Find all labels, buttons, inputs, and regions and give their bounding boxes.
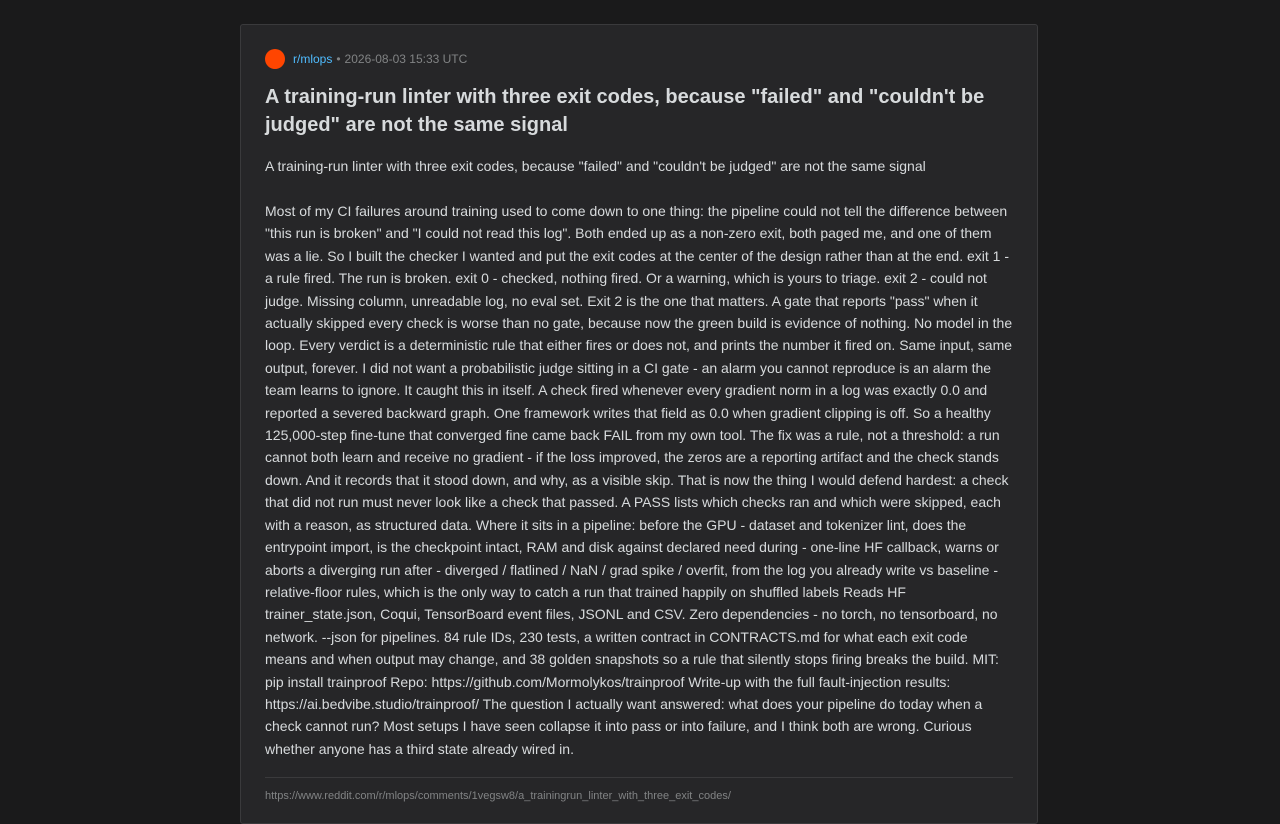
subreddit-avatar-icon[interactable] [265,49,285,69]
subreddit-link[interactable]: r/mlops [293,52,333,66]
post-subtitle: A training-run linter with three exit codes, because "failed" and "couldn't be judged" are not the same signal [265,158,926,174]
post-timestamp: 2026-08-03 15:33 UTC [344,52,468,66]
post-card [240,24,1038,824]
meta-separator: • [336,52,341,66]
post-title[interactable]: A training-run linter with three exit codes, because "failed" and "couldn't be judged" are not the same signal [265,86,985,136]
post-url-link[interactable]: https://www.reddit.com/r/mlops/comments/1vegsw8/a_trainingrun_linter_with_three_exit_codes/ [265,790,731,803]
divider [265,777,1013,778]
post-body: Most of my CI failures around training used to come down to one thing: the pipeline could not tell the difference between "this run is broken" and "I could not read this log". Both ended up as a non-zero exit, both paged me, and one of them was a lie. So I built the checker I wanted and put the exit codes at the center of the design rather than at the end. exit 1 - a rule fired. The run is broken. exit 0 - checked, nothing fired. Or a warning, which is yours to triage. exit 2 - could not judge. Missing column, unreadable log, no eval set. Exit 2 is the one that matters. A gate that reports "pass" when it actually skipped every check is worse than no gate, because now the green build is evidence of nothing. No model in the loop. Every verdict is a deterministic rule that either fires or does not, and prints the number it fired on. Same input, same output, forever. I did not want a probabilistic judge sitting in a CI gate - an alarm you cannot reproduce is an alarm the team learns to ignore. It caught this in itself. A check fired whenever every gradient norm in a log was exactly 0.0 and reported a severed backward graph. One framework writes that field as 0.0 when gradient clipping is off. So a healthy 125,000-step fine-tune that converged fine came back FAIL from my own tool. The fix was a rule, not a threshold: a run cannot both learn and receive no gradient - if the loss improved, the zeros are a reporting artifact and the check stands down. And it records that it stood down, and why, as a visible skip. That is now the thing I would defend hardest: a check that did not run must never look like a check that passed. A PASS lists which checks ran and which were skipped, each with a reason, as structured data. Where it sits in a pipeline: before the GPU - dataset and tokenizer lint, does the entrypoint import, is the checkpoint intact, RAM and disk against declared need during - one-line HF callback, warns or aborts a diverging run after - diverged / flatlined / NaN / grad spike / overfit, from the log you already write vs baseline - relative-floor rules, which is the only way to catch a run that trained happily on shuffled labels Reads HF trainer_state.json, Coqui, TensorBoard event files, JSONL and CSV. Zero dependencies - no torch, no tensorboard, no network. --json for pipelines. 84 rule IDs, 230 tests, a written contract in CONTRACTS.md for what each exit code means and when output may change, and 38 golden snapshots so a rule that silently stops firing breaks the build. MIT: pip install trainproof Repo: https://github.com/Mormolykos/trainproof Write-up with the full fault-injection results: https://ai.bedvibe.studio/trainproof/ The question I actually want answered: what does your pipeline do today when a check cannot run? Most setups I have seen collapse it into pass or into failure, and I think both are wrong. Curious whether anyone has a third state already wired in. [265,203,1013,757]
post-meta [265,49,1013,69]
